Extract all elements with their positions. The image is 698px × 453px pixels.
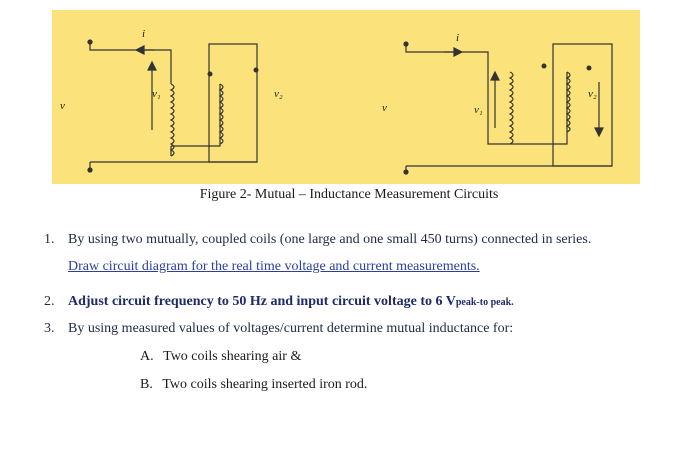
step-text: Adjust circuit frequency to 50 Hz and input circuit voltage to 6 Vpeak-to peak. — [68, 294, 514, 309]
voltage-unit-subscript: peak-to peak. — [455, 297, 514, 308]
current-label-b: i — [456, 32, 460, 44]
subitem-text: Two coils shearing air & — [163, 349, 302, 364]
step-number: 2. — [44, 294, 55, 309]
subitem-b — [140, 377, 367, 393]
step-number: 3. — [44, 321, 55, 336]
circuit-b — [404, 42, 612, 174]
subitem-a — [140, 349, 301, 365]
subitem-label: A. — [140, 349, 154, 364]
coil1-label-b: v₁ — [474, 104, 483, 116]
circuit-a — [88, 40, 257, 172]
draw-circuit-link[interactable]: Draw circuit diagram for the real time voltage and current measurements. — [68, 259, 480, 274]
mutual-inductance-figure — [52, 10, 640, 184]
subitem-label: B. — [140, 377, 153, 392]
coil2-label-a: v₂ — [274, 88, 283, 100]
coil1-label-a: v₁ — [152, 88, 161, 100]
circuit-diagrams — [52, 10, 640, 184]
coil2-label-b: v₂ — [588, 88, 597, 100]
figure-caption: Figure 2- Mutual – Inductance Measurement Circuits — [199, 187, 499, 202]
step-text: By using two mutually, coupled coils (one large and one small 450 turns) connected in series. — [68, 232, 592, 247]
source-label-b: v — [382, 102, 387, 114]
step-number: 1. — [44, 232, 55, 247]
subitem-text: Two coils shearing inserted iron rod. — [162, 377, 368, 392]
current-label-a: i — [142, 28, 146, 40]
step-text: By using measured values of voltages/current determine mutual inductance for: — [68, 321, 514, 336]
source-label-a: v — [60, 100, 65, 112]
